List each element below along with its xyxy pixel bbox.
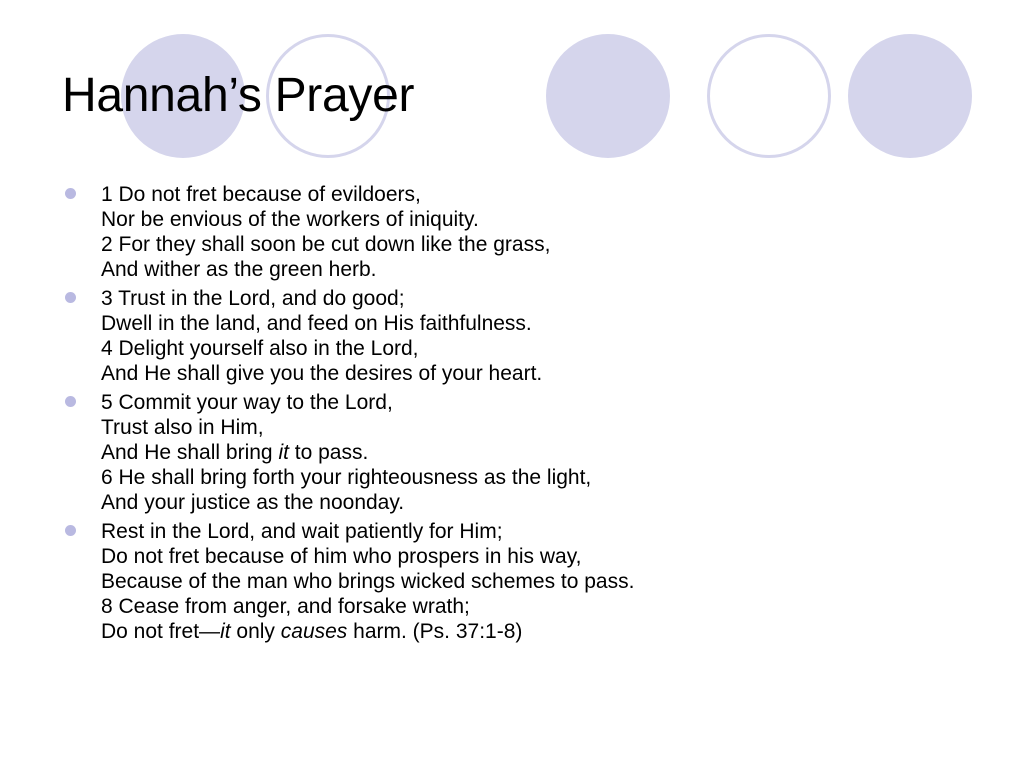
verse-text: only bbox=[230, 620, 281, 643]
verse-text: And He shall bring bbox=[101, 441, 279, 464]
decorative-circle-filled bbox=[546, 34, 670, 158]
verse-line: Dwell in the land, and feed on His faithfulness. bbox=[101, 312, 532, 335]
verse-emphasis: causes bbox=[280, 620, 348, 643]
verse-line bbox=[101, 440, 964, 465]
bullet-dot-icon bbox=[65, 396, 76, 407]
verse-line: And He shall give you the desires of your heart. bbox=[101, 362, 543, 385]
verse-emphasis: it bbox=[278, 441, 289, 464]
verse-line: Do not fret because of him who prospers in his way, bbox=[101, 545, 582, 568]
slide-title: Hannah’s Prayer bbox=[62, 69, 415, 122]
verse-line: 2 For they shall soon be cut down like the grass, bbox=[101, 233, 551, 256]
verse-line: 3 Trust in the Lord, and do good; bbox=[101, 287, 405, 310]
verse-line: 5 Commit your way to the Lord, bbox=[101, 391, 393, 414]
bullet-dot-icon bbox=[65, 292, 76, 303]
bullet-item bbox=[64, 519, 964, 644]
verse-line: And wither as the green herb. bbox=[101, 258, 377, 281]
verse-text: harm. (Ps. 37:1-8) bbox=[347, 620, 523, 643]
bullet-item bbox=[64, 390, 964, 515]
verse-line: 1 Do not fret because of evildoers, bbox=[101, 183, 421, 206]
decorative-circle-filled bbox=[848, 34, 972, 158]
verse-line: 4 Delight yourself also in the Lord, bbox=[101, 337, 419, 360]
verse-emphasis: it bbox=[220, 620, 231, 643]
decorative-circle-outline bbox=[707, 34, 831, 158]
verse-line: Because of the man who brings wicked schemes to pass. bbox=[101, 570, 635, 593]
verse-line: Nor be envious of the workers of iniquity. bbox=[101, 208, 479, 231]
verse-text: to pass. bbox=[288, 441, 369, 464]
verse-line: Rest in the Lord, and wait patiently for Him; bbox=[101, 520, 503, 543]
bullet-dot-icon bbox=[65, 188, 76, 199]
bullet-list bbox=[64, 182, 964, 648]
verse-line: Trust also in Him, bbox=[101, 416, 264, 439]
verse-text: Do not fret— bbox=[101, 620, 221, 643]
verse-line: 8 Cease from anger, and forsake wrath; bbox=[101, 595, 470, 618]
verse-line: 6 He shall bring forth your righteousness as the light, bbox=[101, 466, 592, 489]
verse-line: And your justice as the noonday. bbox=[101, 491, 405, 514]
bullet-item bbox=[64, 286, 964, 386]
bullet-dot-icon bbox=[65, 525, 76, 536]
verse-line bbox=[101, 619, 964, 644]
bullet-item bbox=[64, 182, 964, 282]
